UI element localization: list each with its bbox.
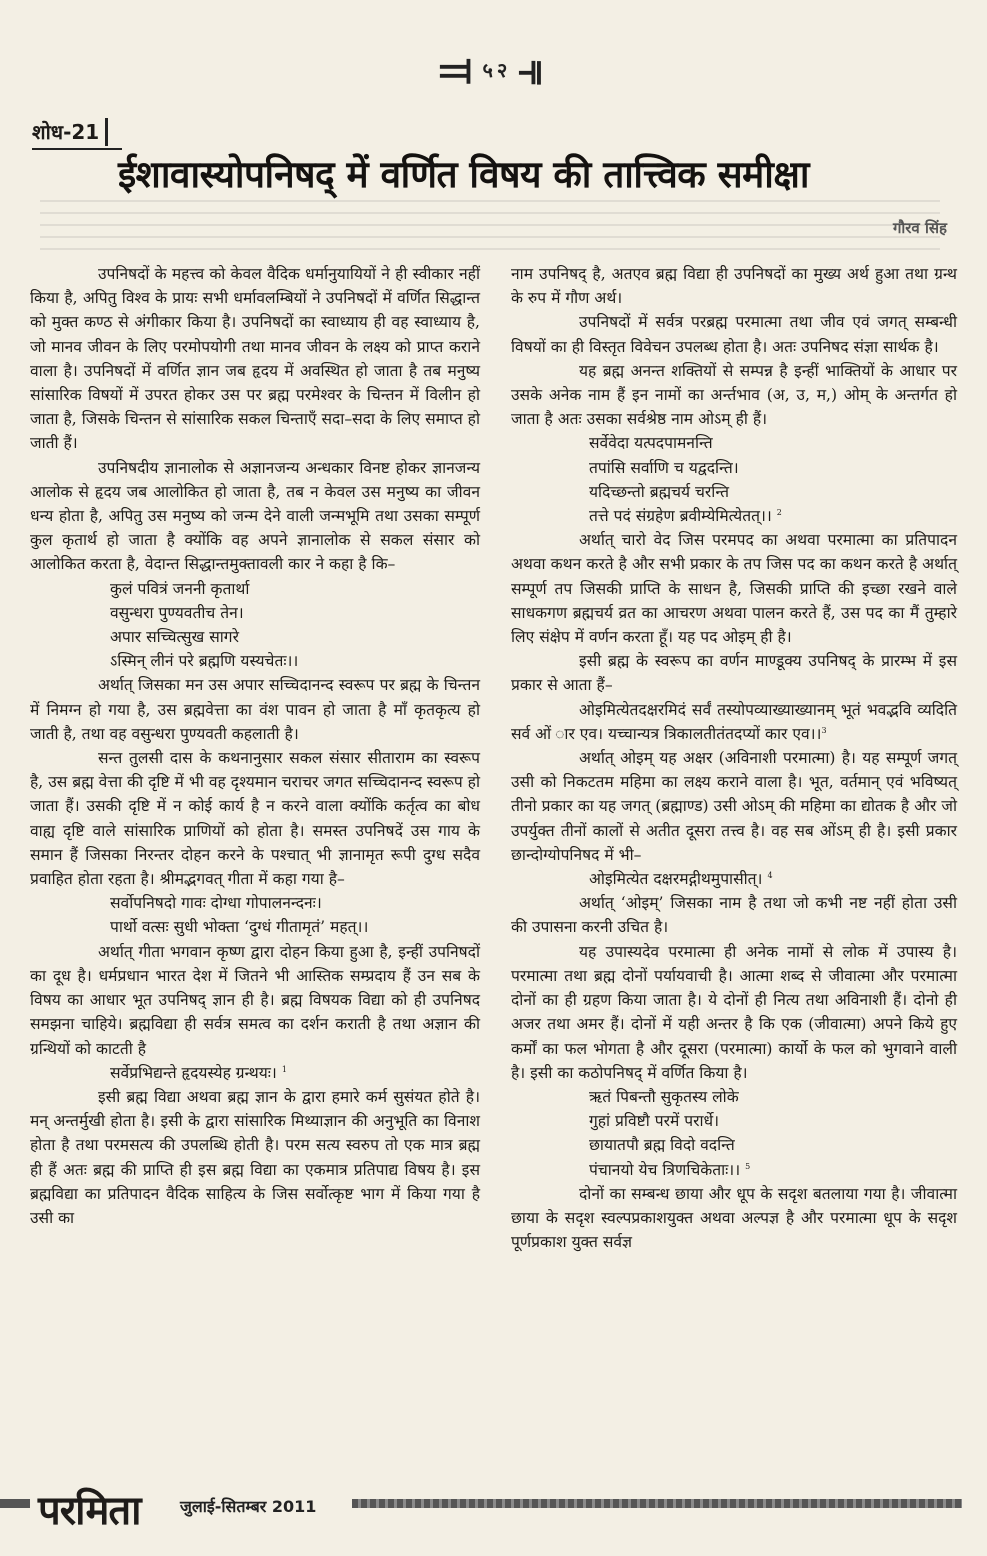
- verse-block: [30, 891, 480, 939]
- verse-line: पंचानयो येच त्रिणचिकेताः।। $^5$: [589, 1160, 751, 1179]
- paragraph-text: यह उपास्यदेव परमात्मा ही अनेक नामों से लोक में उपास्य है। परमात्मा तथा ब्रह्म दोनों पर्यायवाची है। आत्मा शब्द से जीवात्मा और परमात्मा दोनों का ही ग्रहण किया जाता है। ये दोनों ही नित्य तथा अविनाशी हैं। दोनो ही अजर तथा अमर हैं। दोनों में यही अन्तर है कि एक (जीवात्मा) अपने किये हुए कर्मों का फल भोगता है और दूसरा (परमात्मा) कार्यो के फल को भुगवाने वाली है। इसी का कठोपनिषद् में वर्णित किया है।: [511, 942, 957, 1082]
- paragraph: [511, 746, 957, 867]
- paragraph: [511, 1182, 957, 1255]
- paragraph-text: अर्थात् ओइम् यह अक्षर (अविनाशी परमात्मा) है। यह सम्पूर्ण जगत् उसी को निकटतम महिमा का लक्ष्य कराने वाला है। भूत, वर्तमान् एवं भविष्यत् तीनो प्रकार का यह जगत् (ब्रह्माण्ड) उसी ओऽम् की महिमा का द्योतक है और जो उपर्युक्त तीनों कालों से अतीत दूसरा तत्त्व है। वह सब ओंऽम् ही है। इसी प्रकार छान्दोग्योपनिषद में भी–: [511, 749, 957, 864]
- issue-date: जुलाई-सितम्बर 2011: [180, 1497, 317, 1516]
- page-footer: [0, 1485, 987, 1534]
- left-column: [30, 262, 480, 1230]
- article-title: ईशावास्योपनिषद् में वर्णित विषय की तात्त्विक समीक्षा: [118, 153, 809, 196]
- verse-line: सर्वेवेदा यत्पदपामनन्ति: [589, 434, 713, 453]
- verse-line: गुहां प्रविष्टौ परमें परार्धे।: [589, 1112, 720, 1131]
- verse-line: वसुन्धरा पुण्यवतीच तेन।: [110, 603, 244, 622]
- page-number-value: ५२: [482, 58, 512, 82]
- paragraph: [30, 456, 480, 577]
- paragraph: [511, 891, 957, 939]
- paragraph: [30, 1085, 480, 1230]
- verse-line: ऽस्मिन् लीनं परे ब्रह्मणि यस्यचेतः।।: [110, 652, 299, 671]
- right-column: [511, 262, 957, 1254]
- verse-line: सर्वोपनिषदो गावः दोग्धा गोपालनन्दनः।: [110, 894, 322, 913]
- show-through-text: [40, 200, 940, 250]
- paragraph: [30, 673, 480, 746]
- paragraph: [30, 262, 480, 456]
- paragraph-text: ओइमित्येतदक्षरमिदं सर्वं तस्योपव्याख्याख्यानम् भूतं भवद्भवि व्यदिति सर्व ओं ार एव। यच्चान्यत्र त्रिकालतीतंतदप्यों कार एव।।: [511, 700, 957, 743]
- paragraph-text: इसी ब्रह्म विद्या अथवा ब्रह्म ज्ञान के द्वारा हमारे कर्म सुसंयत होते है। मन् अन्तर्मुखी होता है। इसी के द्वारा सांसारिक मिथ्याज्ञान की अनुभूति का विनाश होता है तथा परमसत्य की उपलब्धि होती है। परम सत्य स्वरुप तो एक मात्र ब्रह्म ही हैं अतः ब्रह्म की प्राप्ति ही इस ब्रह्म विद्या का एकमात्र प्रतिपाद्य विषय है। इस ब्रह्मविद्या का प्रतिपादन वैदिक साहित्य के जिस सर्वोत्कृष्ट भाग में किया गया है उसी का: [30, 1087, 480, 1227]
- paragraph: [511, 310, 957, 358]
- section-label: शोध-21: [32, 118, 108, 146]
- footnote-ref: 4: [767, 870, 773, 880]
- footnote-ref: 3: [821, 725, 827, 735]
- verse-line: यदिच्छन्तो ब्रह्मचर्य चरन्ति: [589, 482, 730, 501]
- verse-line: तपांसि सर्वाणि च यद्वदन्ति।: [589, 458, 739, 477]
- paragraph-text: अर्थात् जिसका मन उस अपार सच्चिदानन्द स्वरूप पर ब्रह्म के चिन्तन में निमग्न हो गया है, उस ब्रह्मवेत्ता का वंश पावन हो जाता है माँ कृतकृत्य हो जाती है, तथा वह वसुन्धरा पुण्यवती कहलाती है।: [30, 676, 480, 743]
- footer-rule-left: [0, 1499, 30, 1508]
- page-number: [0, 44, 987, 95]
- paragraph-text: नाम उपनिषद् है, अतएव ब्रह्म विद्या ही उपनिषदों का मुख्य अर्थ हुआ तथा ग्रन्थ के रुप में गौण अर्थ।: [511, 265, 957, 308]
- verse-line: पार्थो वत्सः सुधी भोक्ता ‘दुग्धं गीतामृतं’ महत्।।: [110, 918, 369, 937]
- verse-block: [511, 867, 957, 891]
- page-number-ornament-right: ⫣: [517, 44, 548, 95]
- paragraph: [30, 940, 480, 1061]
- paragraph: [511, 649, 957, 697]
- verse-line: सर्वेप्रभिद्यन्ते हृदयस्येह ग्रन्थयः। $^1$: [110, 1063, 287, 1082]
- paragraph-text: इसी ब्रह्म के स्वरूप का वर्णन माण्डूक्य उपनिषद् के प्रारम्भ में इस प्रकार से आता हैं–: [511, 652, 957, 695]
- paragraph: [511, 262, 957, 310]
- paragraph-text: सन्त तुलसी दास के कथनानुसार सकल संसार सीताराम का स्वरूप है, उस ब्रह्म वेत्ता की दृष्टि में भी वह दृश्यमान चराचर जगत सच्चिदानन्द स्वरूप हो जाता हैं। उसकी दृष्टि में न कोई कार्य है न करने वाला क्योंकि कर्तृत्व का बोध वाह्य दृष्टि वाले सांसारिक प्राणियों को होता है। समस्त उपनिषदें उस गाय के समान हैं जिसका निरन्तर दोहन करने के पश्चात् भी ज्ञानामृत रूपी दुग्ध सदैव प्रवाहित होता रहता है। श्रीमद्भगवत् गीता में कहा गया है–: [30, 749, 480, 889]
- magazine-brand: परमिता: [38, 1488, 141, 1534]
- verse-line: तत्ते पदं संग्रहेण ब्रवीम्येमित्येतत्।। $^2$: [589, 507, 782, 526]
- verse-block: [30, 1061, 480, 1085]
- verse-block: [30, 577, 480, 674]
- footnote-ref: 5: [745, 1161, 751, 1171]
- paragraph-text: अर्थात् ‘ओइम्’ जिसका नाम है तथा जो कभी नष्ट नहीं होता उसी की उपासना करनी उचित है।: [511, 894, 957, 937]
- paragraph-text: उपनिषदों में सर्वत्र परब्रह्म परमात्मा तथा जीव एवं जगत् सम्बन्धी विषयों का ही विस्तृत विवेचन उपलब्ध होता है। अतः उपनिषद संज्ञा सार्थक है।: [511, 313, 957, 356]
- verse-line: कुलं पवित्रं जननी कृतार्था: [110, 579, 250, 598]
- paragraph: [511, 359, 957, 432]
- footnote-ref: 1: [281, 1064, 287, 1074]
- article-author: गौरव सिंह: [892, 219, 947, 237]
- paragraph-text: उपनिषदीय ज्ञानालोक से अज्ञानजन्य अन्धकार विनष्ट होकर ज्ञानजन्य आलोक से हृदय जब आलोकित हो जाता है, तब न केवल उस मनुष्य का जीवन धन्य होता है, अपितु उस मनुष्य को जन्म देने वाली जन्मभूमि तथा उसका सम्पूर्ण कुल कृतार्थ हो जाता है क्योंकि वह अपने ज्ञानालोक से सकल संसार को आलोकित करता है, वेदान्त सिद्धान्तमुक्तावली कार ने कहा है कि–: [30, 458, 480, 574]
- verse-block: [511, 431, 957, 528]
- paragraph: [511, 528, 957, 649]
- footnote-ref: 2: [776, 507, 782, 517]
- paragraph-text: दोनों का सम्बन्ध छाया और धूप के सदृश बतलाया गया है। जीवात्मा छाया के सदृश स्वल्पप्रकाशयुक्त अथवा अल्पज्ञ है और परमात्मा धूप के सदृश पूर्णप्रकाश युक्त सर्वज्ञ: [511, 1184, 957, 1252]
- verse-block: [511, 1085, 957, 1182]
- verse-line: ओइमित्येत दक्षरमद्गीथमुपासीत्। $^4$: [589, 870, 773, 889]
- page-number-ornament-left: ⫤: [439, 44, 477, 95]
- footer-rule-right: [352, 1499, 962, 1508]
- verse-line: ऋतं पिबन्तौ सुकृतस्य लोके: [589, 1087, 739, 1106]
- verse-line: छायातपौ ब्रह्म विदो वदन्ति: [589, 1136, 735, 1155]
- paragraph: [30, 746, 480, 891]
- paragraph-text: उपनिषदों के महत्त्व को केवल वैदिक धर्मानुयायियों ने ही स्वीकार नहीं किया है, अपितु विश्व के प्रायः सभी धर्मावलम्बियों ने उपनिषदों में वर्णित सिद्धान्त को मुक्त कण्ठ से अंगीकार किया है। उपनिषदों का स्वाध्याय ही वह स्वाध्याय है, जो मानव जीवन के लिए परमोपयोगी तथा मानव जीवन के लक्ष्य को प्राप्त कराने वाला है। उपनिषदों में वर्णित ज्ञान जब हृदय में अवस्थित हो जाता है तब मनुष्य सांसारिक विषयों में उपरत होकर उस पर ब्रह्म परमेश्वर के चिन्तन में विलीन हो जाता है, जिसके चिन्तन से सांसारिक सकल चिन्ताएँ सदा–सदा के लिए समाप्त हो जाती हैं।: [30, 265, 480, 453]
- paragraph-text: अर्थात् गीता भगवान कृष्ण द्वारा दोहन किया हुआ है, इन्हीं उपनिषदों का दूध है। धर्मप्रधान भारत देश में जितने भी आस्तिक सम्प्रदाय हैं उन सब के विषय का आधार भूत उपनिषद् ज्ञान ही है। ब्रह्म विषयक विद्या को ही उपनिषद समझना चाहिये। ब्रह्मविद्या ही सर्वत्र समत्व का दर्शन कराती है तथा अज्ञान की ग्रन्थियों को काटती है: [30, 942, 480, 1058]
- paragraph-text: यह ब्रह्म अनन्त शक्तियों से सम्पन्न है इन्हीं भाक्तियों के आधार पर उसके अनेक नाम हैं इन नामों का अर्न्तभाव (अ, उ, म,) ओम् के अन्तर्गत हो जाता है अतः उसका सर्वश्रेष्ठ नाम ओऽम् ही हैं।: [511, 361, 957, 429]
- paragraph-text: अर्थात् चारो वेद जिस परमपद का अथवा परमात्मा का प्रतिपादन अथवा कथन करते है और सभी प्रकार के तप जिस पद का कथन करते है अर्थात् सम्पूर्ण तप जिसकी प्राप्ति के साधन है, जिसकी प्राप्ति की इच्छा रखने वाले साधकगण ब्रह्मचर्य व्रत का आचरण अथवा पालन करते हैं, उस पद का मैं तुम्हारे लिए संक्षेप में वर्णन करता हूँ। यह पद ओइम् ही है।: [511, 531, 957, 647]
- verse-line: अपार सच्चित्सुख सागरे: [110, 628, 239, 647]
- section-label-rule: [32, 148, 122, 150]
- paragraph: [511, 940, 957, 1085]
- paragraph: [511, 698, 957, 746]
